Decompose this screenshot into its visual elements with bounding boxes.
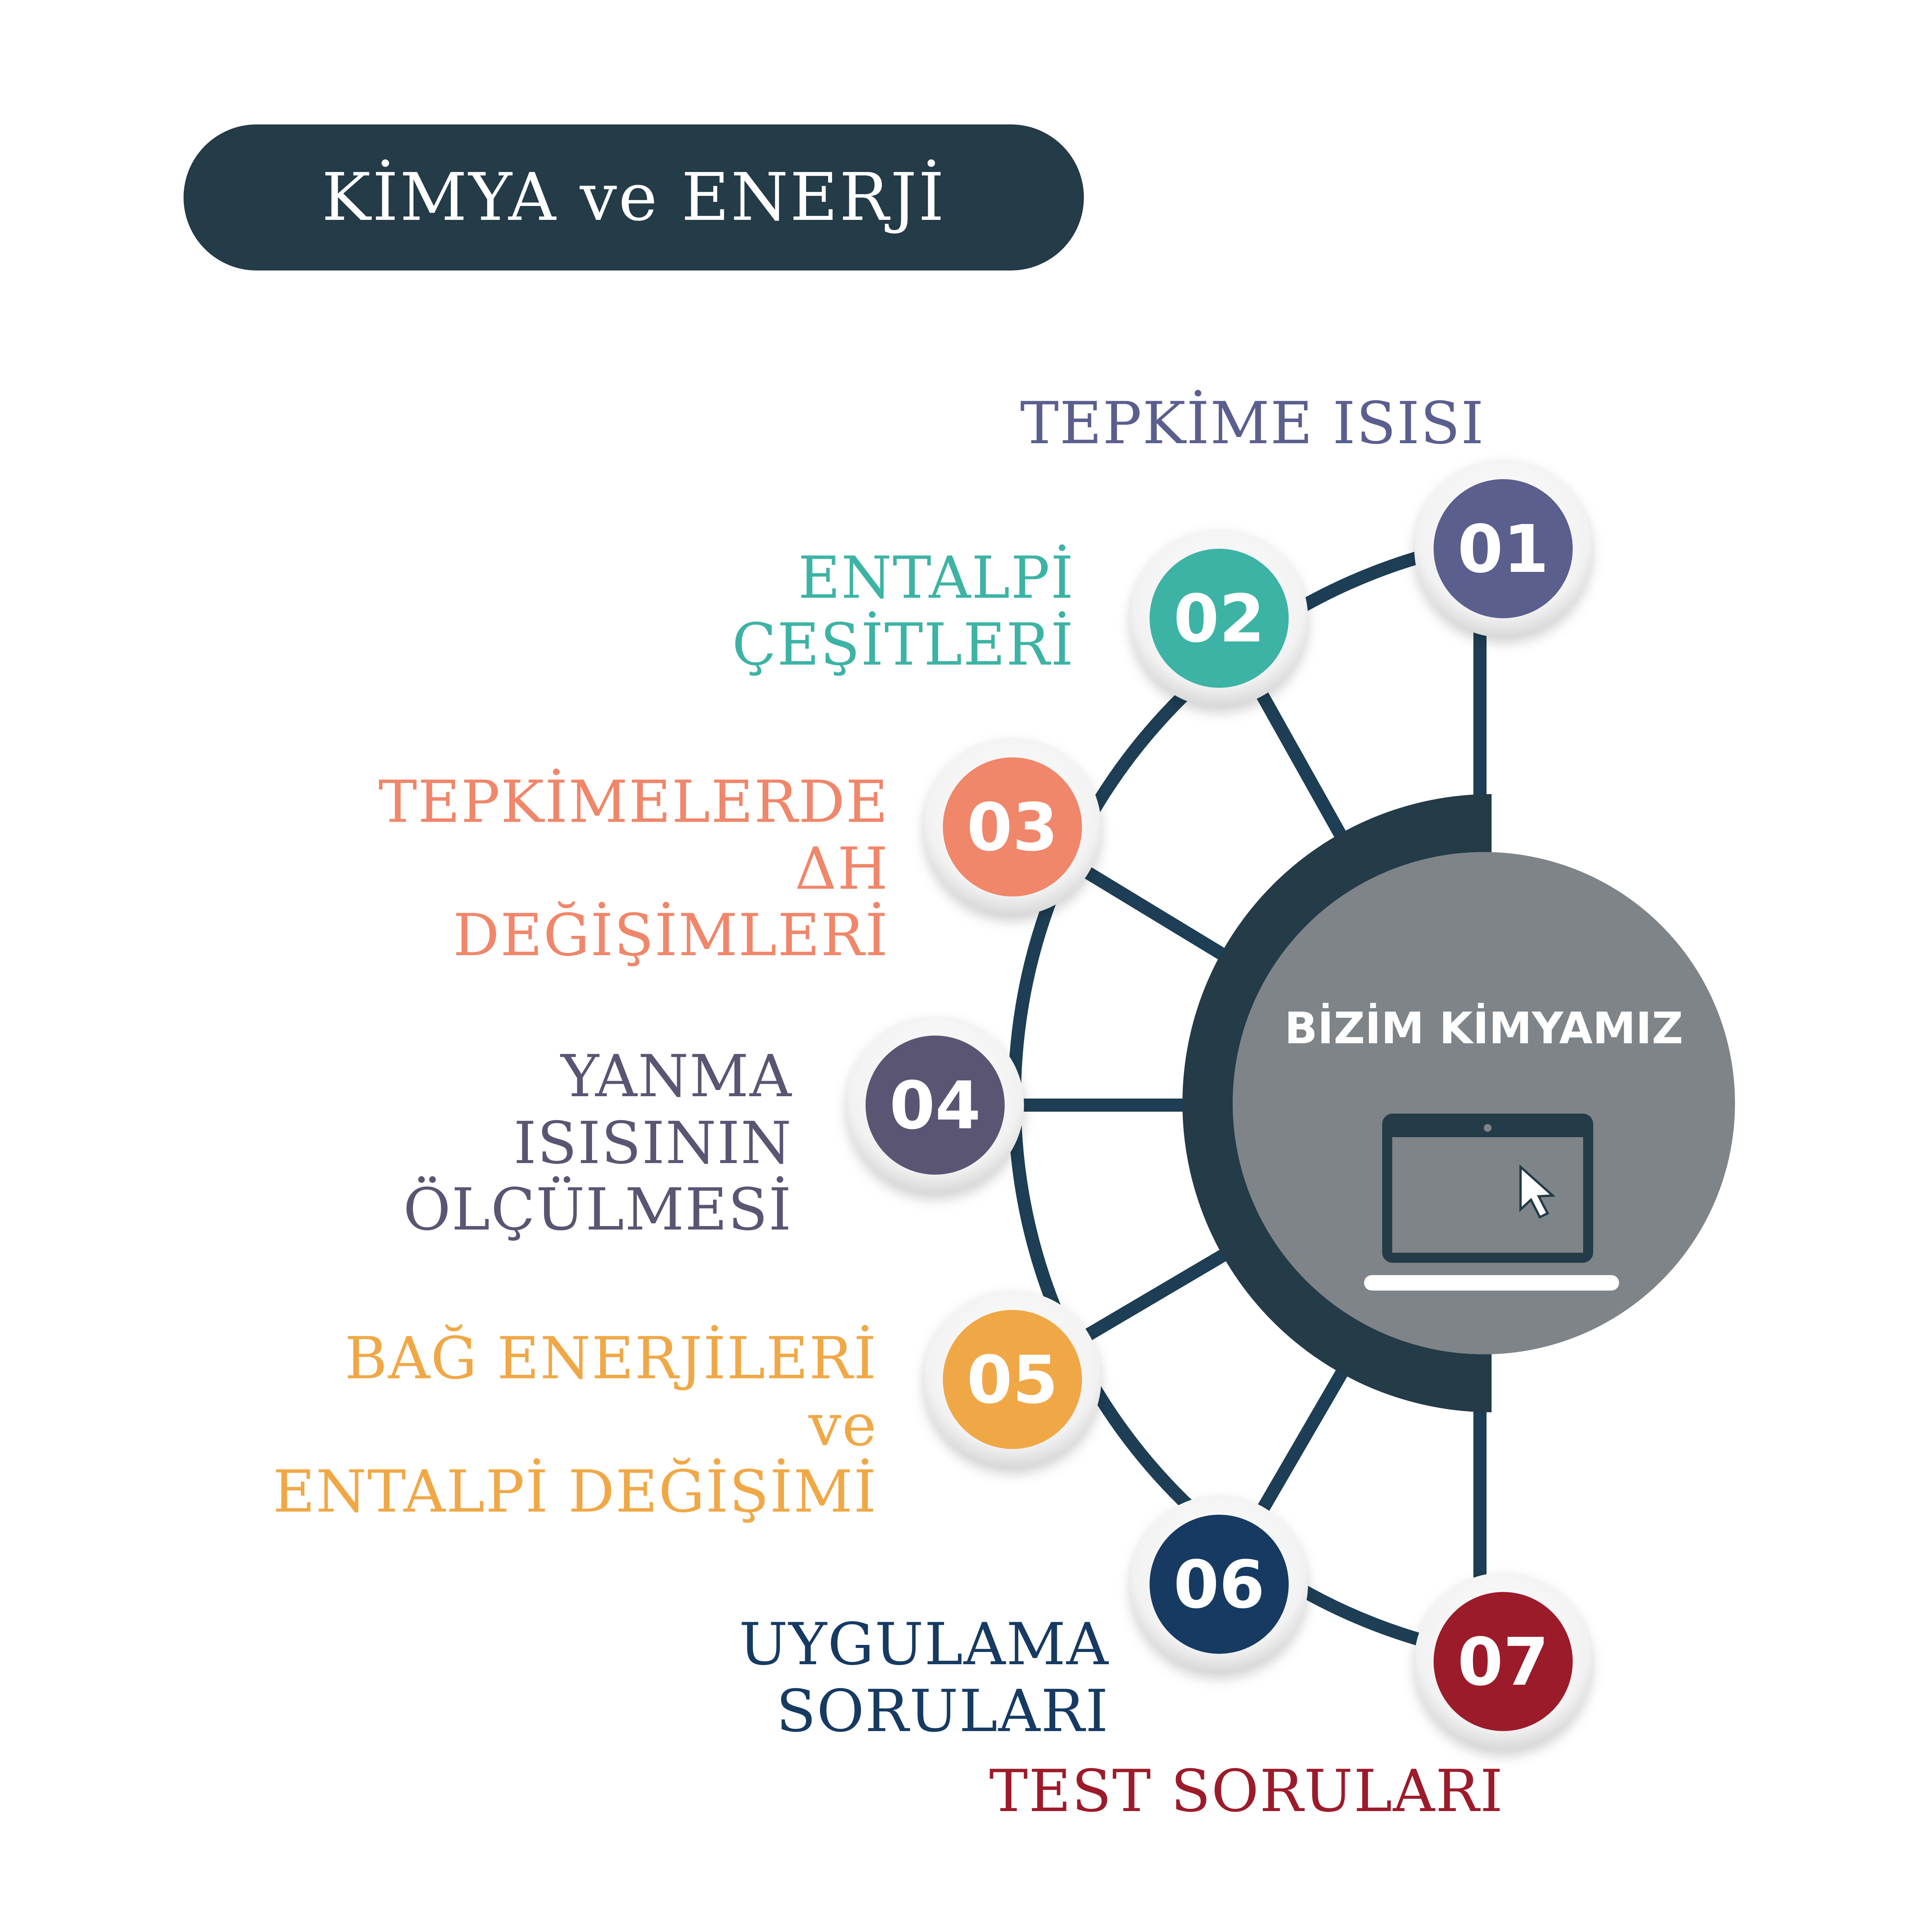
topic-label-07: [989, 1758, 1504, 1825]
topic-node-05: [924, 1291, 1101, 1468]
topic-number: 04: [889, 1068, 981, 1144]
topic-number: 01: [1457, 511, 1549, 588]
topic-label-line: DEĞİŞİMLERİ: [453, 902, 889, 969]
topic-label-01: [1020, 390, 1485, 457]
topic-label-04: [321, 1043, 792, 1243]
topic-label-line: UYGULAMA SORULARI: [739, 1611, 1109, 1745]
topic-number: 06: [1173, 1547, 1265, 1623]
topic-label-line: ENTALPİ DEĞİŞİMİ: [272, 1458, 877, 1526]
page-title: KİMYA ve ENERJİ: [321, 159, 946, 236]
topic-label-line: TEST SORULARI: [989, 1758, 1504, 1825]
topic-number: 02: [1173, 581, 1265, 657]
topic-number: 05: [966, 1342, 1058, 1418]
topic-label-line: TEPKİMELERDE ΔH: [378, 769, 889, 903]
hub-label: BİZİM KİMYAMIZ: [1284, 1003, 1683, 1054]
topic-label-02: [502, 545, 1074, 678]
topic-node-03: [924, 738, 1101, 916]
topic-node-07: [1414, 1573, 1592, 1750]
topic-label-line: YANMA ISISININ: [513, 1043, 792, 1177]
topic-label-line: ÖLÇÜLMESİ: [403, 1176, 792, 1243]
topic-node-02: [1130, 529, 1308, 707]
topic-label-line: TEPKİME ISISI: [1020, 390, 1485, 457]
topic-node-06: [1130, 1495, 1308, 1673]
topic-node-01: [1414, 460, 1592, 638]
topic-label-05: [270, 1325, 877, 1526]
topic-label-line: BAĞ ENERJİLERİ ve: [345, 1325, 877, 1459]
topic-node-04: [846, 1016, 1024, 1194]
topic-label-line: ENTALPİ ÇEŞİTLERİ: [732, 544, 1074, 679]
topic-label-03: [328, 769, 889, 969]
topic-label-06: [502, 1611, 1109, 1745]
topic-number: 07: [1457, 1624, 1549, 1701]
topic-number: 03: [966, 789, 1058, 866]
